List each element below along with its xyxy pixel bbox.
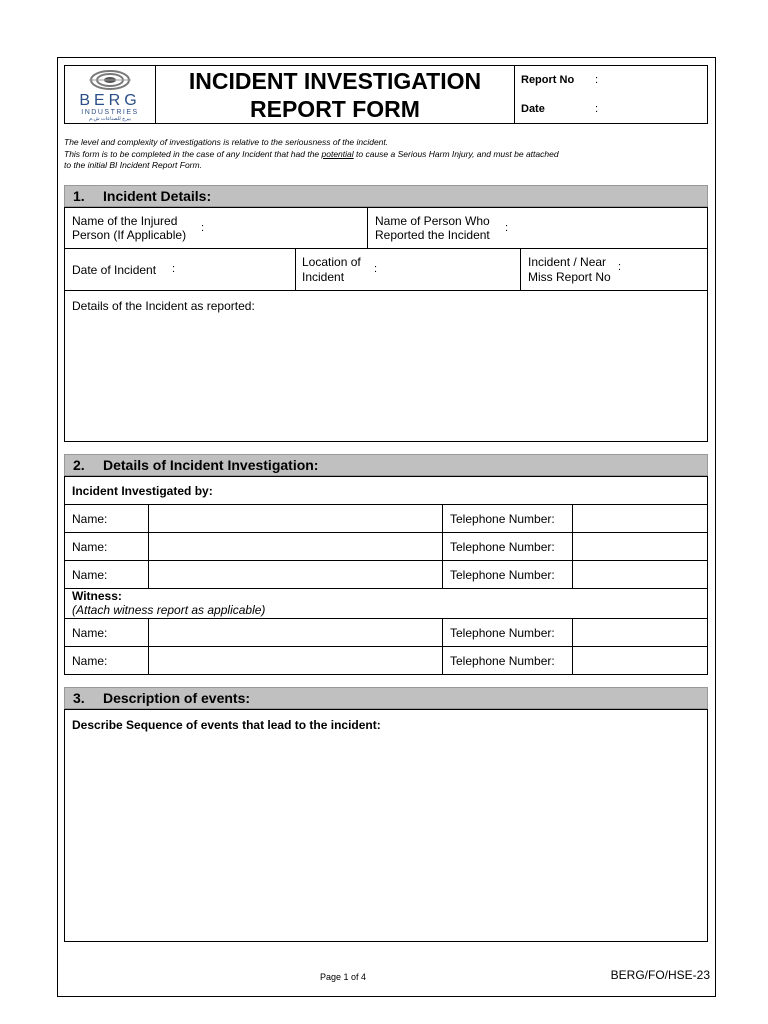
intro-line-2-post: to cause a Serious Harm Injury, and must be attached xyxy=(353,148,559,159)
name-label: Name: xyxy=(72,568,108,582)
title-line-1: INCIDENT INVESTIGATION xyxy=(188,68,482,94)
near-miss-colon: : xyxy=(618,261,622,273)
page-number: Page 1 of 4 xyxy=(320,972,367,982)
injured-label-1: Name of the Injured xyxy=(72,214,178,228)
incident-details-label: Details of the Incident as reported: xyxy=(72,299,255,313)
investigator-name-input[interactable] xyxy=(148,532,443,561)
intro-line-1: The level and complexity of investigations is relative to the seriousness of the incident. xyxy=(64,137,389,147)
near-miss-report-field[interactable] xyxy=(520,248,708,291)
witness-row xyxy=(64,588,708,619)
location-label-1: Location of xyxy=(302,255,361,269)
event-sequence-field[interactable] xyxy=(64,709,708,942)
date-of-incident-colon: : xyxy=(172,263,176,275)
intro-line-2-pre: This form is to be completed in the case of any Incident that had the xyxy=(64,148,322,159)
section-1-header xyxy=(64,185,708,207)
intro-line-3: to the initial BI Incident Report Form. xyxy=(64,160,202,170)
investigator-phone-input[interactable] xyxy=(572,504,708,533)
investigator-name-label-cell xyxy=(64,560,149,589)
location-colon: : xyxy=(374,263,378,275)
section-2-title: Details of Incident Investigation: xyxy=(103,457,319,473)
report-meta xyxy=(514,65,708,124)
witness-phone-input[interactable] xyxy=(572,646,708,675)
witness-label: Witness: xyxy=(72,589,122,603)
investigated-by-row xyxy=(64,476,708,505)
name-label: Name: xyxy=(72,626,108,640)
date-colon: : xyxy=(595,103,599,115)
investigator-name-input[interactable] xyxy=(148,504,443,533)
witness-note: (Attach witness report as applicable) xyxy=(72,603,266,617)
location-label-2: Incident xyxy=(302,270,345,284)
witness-phone-input[interactable] xyxy=(572,618,708,647)
injured-label-2: Person (If Applicable) xyxy=(72,228,187,242)
investigator-phone-label-cell xyxy=(442,560,573,589)
near-miss-label-1: Incident / Near xyxy=(528,255,607,269)
form-title xyxy=(156,65,514,124)
date-label: Date xyxy=(521,103,545,115)
reporter-label-1: Name of Person Who xyxy=(375,214,490,228)
investigated-by-label: Incident Investigated by: xyxy=(72,484,213,498)
name-label: Name: xyxy=(72,540,108,554)
witness-name-input[interactable] xyxy=(148,618,443,647)
witness-phone-label-cell xyxy=(442,618,573,647)
witness-phone-label-cell xyxy=(442,646,573,675)
report-no-colon: : xyxy=(595,74,599,86)
name-label: Name: xyxy=(72,512,108,526)
section-1-title: Incident Details: xyxy=(103,188,212,204)
phone-label: Telephone Number: xyxy=(450,654,555,668)
intro-text xyxy=(64,137,714,172)
witness-name-label-cell xyxy=(64,646,149,675)
date-of-incident-label: Date of Incident xyxy=(72,263,157,277)
investigator-phone-input[interactable] xyxy=(572,532,708,561)
reporter-colon: : xyxy=(505,222,509,234)
incident-details-field[interactable] xyxy=(64,290,708,442)
title-line-2: REPORT FORM xyxy=(250,96,420,122)
phone-label: Telephone Number: xyxy=(450,626,555,640)
section-2-number: 2. xyxy=(73,457,85,473)
section-3-header xyxy=(64,687,708,709)
investigator-phone-label-cell xyxy=(442,504,573,533)
reporter-label-2: Reported the Incident xyxy=(375,228,490,242)
section-1-number: 1. xyxy=(73,188,85,204)
investigator-phone-input[interactable] xyxy=(572,560,708,589)
near-miss-label-2: Miss Report No xyxy=(528,270,611,284)
intro-line-2 xyxy=(64,149,714,161)
incident-date-field[interactable] xyxy=(64,248,296,291)
form-code: BERG/FO/HSE-23 xyxy=(610,968,710,982)
phone-label: Telephone Number: xyxy=(450,540,555,554)
intro-line-2-underlined: potential xyxy=(321,148,354,159)
section-3-number: 3. xyxy=(73,690,85,706)
witness-name-input[interactable] xyxy=(148,646,443,675)
section-3-title: Description of events: xyxy=(103,690,251,706)
investigator-name-input[interactable] xyxy=(148,560,443,589)
witness-name-label-cell xyxy=(64,618,149,647)
phone-label: Telephone Number: xyxy=(450,568,555,582)
investigator-name-label-cell xyxy=(64,532,149,561)
company-logo xyxy=(64,65,156,124)
event-sequence-label: Describe Sequence of events that lead to the incident: xyxy=(72,718,381,732)
investigator-phone-label-cell xyxy=(442,532,573,561)
incident-location-field[interactable] xyxy=(295,248,521,291)
logo-sub: INDUSTRIES xyxy=(81,109,139,116)
section-2-header xyxy=(64,454,708,476)
name-label: Name: xyxy=(72,654,108,668)
logo-brand: BERG xyxy=(79,92,141,109)
reporter-name-field[interactable] xyxy=(367,207,708,249)
injured-name-field[interactable] xyxy=(64,207,368,249)
report-no-label: Report No xyxy=(521,74,575,86)
logo-arabic: بيرج للصناعات ش.م xyxy=(88,116,131,122)
injured-colon: : xyxy=(201,222,205,234)
phone-label: Telephone Number: xyxy=(450,512,555,526)
investigator-name-label-cell xyxy=(64,504,149,533)
